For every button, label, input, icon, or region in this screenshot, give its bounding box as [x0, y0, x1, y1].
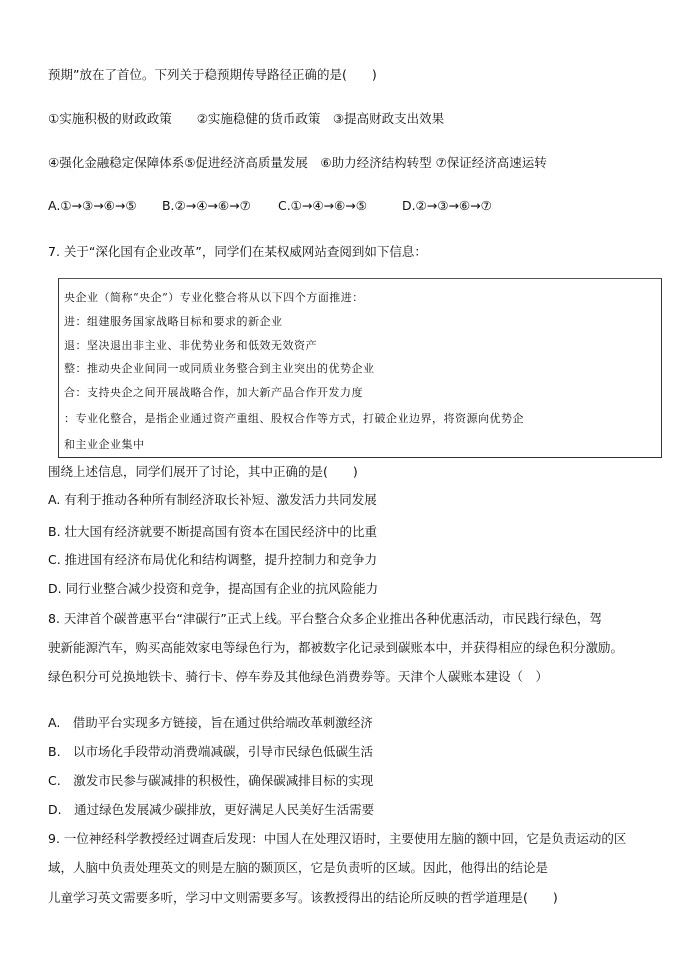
q7-box-line-2: 进：组建服务国家战略目标和要求的新企业 [64, 315, 283, 328]
q9-stem-line-1: 9. 一位神经科学教授经过调查后发现：中国人在处理汉语时，主要使用左脑的额中回，它是负责运动的区 [48, 831, 627, 846]
q7-box-line-5: 合：支持央企之间开展战略合作，加大新产品合作开发力度 [64, 386, 363, 399]
q6-option-c: C.①→④→⑥→⑤ [277, 198, 367, 213]
q6-options [48, 197, 492, 215]
q7-box-line-1: 央企业（简称“央企”）专业化整合将从以下四个方面推进： [64, 291, 364, 304]
q7-question: 围绕上述信息，同学们展开了讨论，其中正确的是( ) [48, 464, 358, 479]
q7-box-line-4: 整：推动央企业间同一或同质业务整合到主业突出的优势企业 [64, 362, 375, 375]
q8-stem-line-1: 8. 天津首个碳普惠平台“津碳行”正式上线。平台整合众多企业推出各种优惠活动，市民践行绿色，驾 [48, 611, 602, 626]
q7-option-a: A. 有利于推动各种所有制经济取长补短、激发活力共同发展 [48, 492, 377, 507]
q8-option-b: B. 以市场化手段带动消费端减碳，引导市民绿色低碳生活 [48, 744, 374, 759]
q7-box-line-6: ：专业化整合，是指企业通过资产重组、股权合作等方式，打破企业边界，将资源向优势企 [64, 412, 524, 425]
q7-box-line-3: 退：坚决退出非主业、非优势业务和低效无效资产 [64, 339, 317, 352]
q6-option-a: A.①→③→⑥→⑤ [48, 198, 137, 213]
q9-stem-line-3: 儿童学习英文需要多听，学习中文则需要多写。该教授得出的结论所反映的哲学道理是( ) [48, 890, 558, 905]
q6-items-line-2: ④强化金融稳定保障体系⑤促进经济高质量发展 ⑥助力经济结构转型 ⑦保证经济高速运转 [48, 155, 547, 170]
q9-stem-line-2: 域，人脑中负责处理英文的则是左脑的颞顶区，它是负责听的区域。因此，他得出的结论是 [48, 860, 549, 875]
q8-option-c: C. 激发市民参与碳减排的积极性，确保碳减排目标的实现 [48, 773, 374, 788]
q7-option-b: B. 壮大国有经济就要不断提高国有资本在国民经济中的比重 [48, 524, 378, 539]
q7-option-c: C. 推进国有经济布局优化和结构调整，提升控制力和竞争力 [48, 552, 378, 567]
q6-intro: 预期”放在了首位。下列关于稳预期传导路径正确的是( ) [48, 67, 377, 82]
q6-option-b: B.②→④→⑥→⑦ [161, 198, 251, 213]
q8-stem-line-2: 驶新能源汽车，购买高能效家电等绿色行为，都被数字化记录到碳账本中，并获得相应的绿色积分激励。 [48, 640, 624, 655]
q8-stem-line-3: 绿色积分可兑换地铁卡、骑行卡、停车券及其他绿色消费券等。天津个人碳账本建设（ ） [48, 669, 549, 684]
q7-option-d: D. 同行业整合减少投资和竞争，提高国有企业的抗风险能力 [48, 581, 379, 596]
q6-option-d: D.②→③→⑥→⑦ [401, 198, 492, 213]
q7-box-line-7: 和主业企业集中 [64, 438, 145, 451]
q8-option-d: D. 通过绿色发展减少碳排放，更好满足人民美好生活需要 [48, 802, 375, 817]
q8-option-a: A. 借助平台实现多方链接，旨在通过供给端改革刺激经济 [48, 715, 373, 730]
q6-items-line-1: ①实施积极的财政政策 ②实施稳健的货币政策 ③提高财政支出效果 [48, 111, 445, 126]
q7-stem: 7. 关于“深化国有企业改革”，同学们在某权威网站查阅到如下信息： [48, 244, 427, 259]
